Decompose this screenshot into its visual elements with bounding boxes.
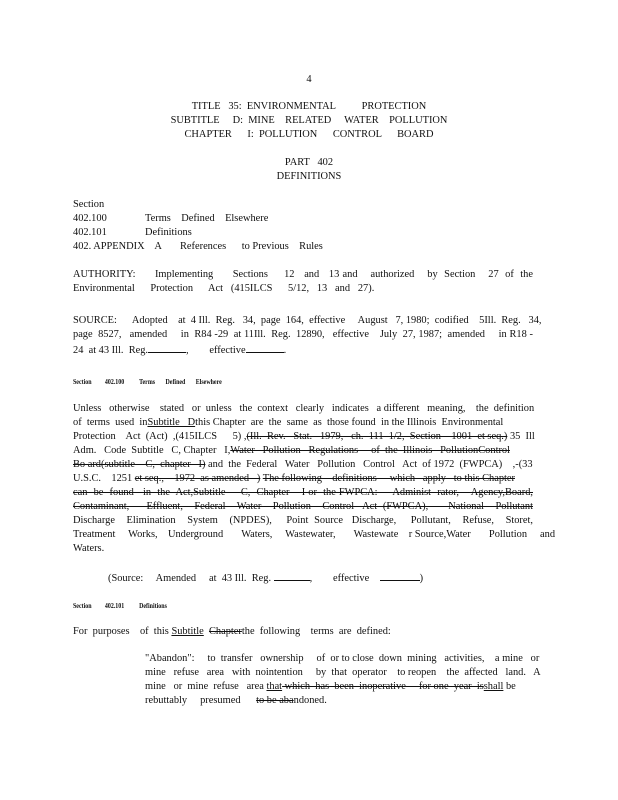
text-run: ndoned. [293,695,327,706]
toc-item-number: 402. APPENDIX A [73,241,162,252]
toc-item-number: 402.101 [73,227,107,238]
blank-line [274,570,310,581]
text-run: this Chapter are the same as those found in the Illinois Environmental [195,417,504,428]
paragraph-line [73,416,533,430]
definition-line: mine refuse area with nointention by that operator to reopen the affected land. A [145,667,541,678]
text-run: U.S.C. 1251 [73,473,133,484]
source-line: page 8527, amended in R84 -29 at 11Ill. Reg. 12890, effective July 27, 1987; amended in R18 - [73,329,533,340]
paragraph-line: Waters. [73,543,105,554]
text-run: Adm. Code Subtitle C, Chapter I, [73,445,231,456]
toc-item-title: References to Previous Rules [180,241,323,252]
text-run: 35 Ill [507,431,535,442]
inserted-text: Subtitle D [147,417,196,428]
text-run: be [503,681,516,692]
inserted-text: that [266,681,283,692]
section-heading-title: Terms Defined Elsewhere [139,378,222,386]
toc-item-title: Terms Defined Elsewhere [145,213,269,224]
blank-line [380,570,420,581]
text-run: of terms used in [73,417,148,428]
section-heading [73,375,222,389]
blank-line [246,342,284,353]
definition-line: "Abandon": to transfer ownership of or to close down mining activities, a mine or [145,653,540,664]
source-line: SOURCE: Adopted at 4 Ill. Reg. 34, page 164, effective August 7, 1980; codified 5Ill. Reg. 34, [73,315,542,326]
part-number: PART 402 [284,157,334,168]
paragraph-line: Discharge Elimination System (NPDES), Point Source Discharge, Pollutant, Refuse, Storet, [73,515,533,526]
deleted-text: to be aba [256,695,294,706]
source-text: . [283,345,287,356]
deleted-text: Water Pollution Regulations of the Illinois PollutionControl [230,445,510,456]
section-heading-number: Section 402.100 [73,378,125,386]
paragraph-line-deleted: Contaminant, Effluent, Federal Water Pollution Control Act (FWPCA), National Pollutant [73,501,533,512]
page-number: 4 [306,74,312,85]
definition-line [145,694,538,708]
deleted-text: Chapter [208,626,242,637]
toc-item-number: 402.100 [73,213,107,224]
toc-label: Section [73,199,105,210]
section-heading-title: Definitions [139,602,167,610]
text-run: mine or mine refuse area [145,681,264,692]
source-text: , effective [309,573,370,584]
text-run: Protection Act (Act) ,(415ILCS 5) , [73,431,247,442]
toc-item-title: Definitions [145,227,192,238]
paragraph-line [73,458,533,472]
section-heading-number: Section 402.101 [73,602,125,610]
source-text: (Source: Amended at 43 Ill. Reg. [108,573,272,584]
text-run: and the Federal Water Pollution Control Act of 1972 (FWPCA) ,-(33 [205,459,533,470]
subtitle-line: SUBTITLE D: MINE RELATED WATER POLLUTION [170,115,448,126]
paragraph-line [73,430,533,444]
deleted-text: Bo ard(subtitle C, chapter I) [73,459,206,470]
chapter-line: CHAPTER I: POLLUTION CONTROL BOARD [184,129,434,140]
text-run: rebuttably presumed [145,695,257,706]
inserted-text: shall [483,681,504,692]
paragraph-line-deleted: can be found in the Act,Subtitle C, Chapter I or the FWPCA: Administ rator, Agency,Board, [73,487,533,498]
text-run: For purposes of this [73,626,169,637]
paragraph-line: Treatment Works, Underground Waters, Wastewater, Wastewate r Source,Water Pollution and [73,529,556,540]
deleted-text: (Ill. Rev. Stat. 1979, ch. 111 1/2, Section 1001 et seq.) [246,431,508,442]
paragraph-line [73,625,533,639]
source-text: ) [419,573,424,584]
source-text: , effective [186,345,246,356]
authority-line: Environmental Protection Act (415ILCS 5/12, 13 and 27). [73,283,375,294]
text-run: the following terms are defined: [241,626,391,637]
definition-line [145,680,538,694]
paragraph-line [73,472,533,486]
source-line [73,342,533,358]
deleted-text: which has been inoperative for one year is [282,681,484,692]
inserted-text: Subtitle [171,626,204,637]
part-title: DEFINITIONS [276,171,342,182]
blank-line [148,342,186,353]
paragraph-line: Unless otherwise stated or unless the context clearly indicates a different meaning, the definition [73,403,535,414]
deleted-text: et seq., 1972 as amended ) [134,473,261,484]
authority-line: AUTHORITY: Implementing Sections 12 and 13 and authorized by Section 27 of the [73,269,533,280]
paragraph-line [73,444,533,458]
source-note [108,570,423,586]
title-line: TITLE 35: ENVIRONMENTAL PROTECTION [191,101,427,112]
deleted-text: The following definitions which apply to this Chapter [262,473,515,484]
section-heading [73,599,167,613]
source-text: 24 at 43 Ill. Reg. [73,345,149,356]
